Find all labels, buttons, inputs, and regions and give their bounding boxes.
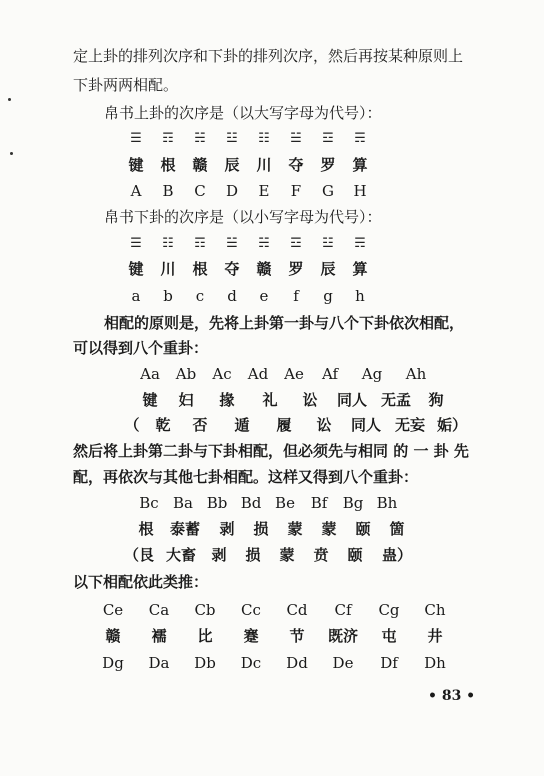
hexagram-standard-name: 否 xyxy=(192,416,208,434)
group3-codes2-row xyxy=(90,653,458,673)
trigram-code: D xyxy=(225,182,239,200)
lower-intro: 帛书下卦的次序是（以小写字母为代号）： xyxy=(104,208,382,226)
trigram-name: 夺 xyxy=(288,156,304,174)
paragraph-line: 下卦两两相配。 xyxy=(73,76,179,94)
hexagram-name: 剥 xyxy=(219,520,235,538)
hexagram-code: Ac xyxy=(212,365,232,383)
trigram-code: F xyxy=(290,182,302,200)
hexagram-name: 礼 xyxy=(262,391,278,409)
trigram-name: 赣 xyxy=(256,260,272,278)
speck-mark xyxy=(10,152,13,155)
hexagram-code: Cg xyxy=(378,601,400,619)
hexagram-standard-name: 损 xyxy=(245,546,261,564)
hexagram-name: 比 xyxy=(197,627,213,645)
trigram-code: a xyxy=(131,287,141,305)
trigram-symbol: ☵ xyxy=(194,131,206,146)
hexagram-code: Bg xyxy=(342,494,364,512)
paragraph-line: 定上卦的排列次序和下卦的排列次序，然后再按某种原则上 xyxy=(73,47,464,65)
hexagram-name: 无孟 xyxy=(380,391,411,409)
trigram-symbol: ☲ xyxy=(290,236,302,251)
group2-names-row xyxy=(132,519,414,539)
hexagram-standard-name: （艮 xyxy=(123,546,154,564)
group2-codes-row xyxy=(132,493,404,513)
trigram-code: g xyxy=(323,287,333,305)
trigram-symbol: ☷ xyxy=(258,131,270,146)
hexagram-name: 箇 xyxy=(389,520,405,538)
hexagram-code: Bb xyxy=(206,494,228,512)
paragraph-line: 配，再依次与其他七卦相配。这样又得到八个重卦： xyxy=(73,468,419,486)
hexagram-code: Be xyxy=(275,494,295,512)
hexagram-standard-name: 同人 xyxy=(350,416,381,434)
hexagram-code: Dg xyxy=(102,654,124,672)
hexagram-standard-name: 讼 xyxy=(316,416,332,434)
trigram-name: 赣 xyxy=(192,156,208,174)
trigram-code: d xyxy=(227,287,237,305)
trigram-name: 辰 xyxy=(224,156,240,174)
hexagram-code: Dc xyxy=(240,654,262,672)
hexagram-code: Ag xyxy=(361,365,383,383)
trigram-name: 川 xyxy=(160,260,176,278)
hexagram-code: Bd xyxy=(240,494,262,512)
trigram-symbol: ☱ xyxy=(226,236,238,251)
hexagram-code: Cb xyxy=(194,601,216,619)
hexagram-name: 井 xyxy=(427,627,443,645)
hexagram-code: Ad xyxy=(247,365,269,383)
hexagram-code: Bf xyxy=(310,494,328,512)
hexagram-code: Dh xyxy=(424,654,446,672)
hexagram-standard-name: 蛊） xyxy=(381,546,412,564)
hexagram-standard-name: （ xyxy=(124,416,140,434)
hexagram-name: 根 xyxy=(138,520,154,538)
hexagram-standard-name: 蒙 xyxy=(279,546,295,564)
hexagram-name: 既济 xyxy=(327,627,358,645)
hexagram-standard-name: 剥 xyxy=(211,546,227,564)
hexagram-code: Af xyxy=(321,365,339,383)
trigram-code: c xyxy=(195,287,205,305)
trigram-code: B xyxy=(162,182,174,200)
trigram-code: h xyxy=(355,287,365,305)
hexagram-name: 襦 xyxy=(151,627,167,645)
group2-standard-row xyxy=(118,545,422,565)
hexagram-code: Df xyxy=(380,654,398,672)
page-number: • 83 • xyxy=(428,688,476,704)
hexagram-standard-name: 乾 xyxy=(155,416,171,434)
group3-codes-row xyxy=(90,600,458,620)
hexagram-name: 狗 xyxy=(428,391,444,409)
trigram-name: 辰 xyxy=(320,260,336,278)
hexagram-name: 同人 xyxy=(336,391,367,409)
hexagram-code: Ae xyxy=(284,365,304,383)
trigram-name: 键 xyxy=(128,156,144,174)
trigram-code: C xyxy=(194,182,206,200)
trigram-symbol: ☴ xyxy=(354,236,366,251)
hexagram-name: 损 xyxy=(253,520,269,538)
hexagram-name: 蹇 xyxy=(243,627,259,645)
trigram-code: f xyxy=(293,287,299,305)
trigram-name: 根 xyxy=(192,260,208,278)
group1-codes-row xyxy=(132,364,436,384)
hexagram-name: 键 xyxy=(142,391,158,409)
hexagram-name: 蒙 xyxy=(321,520,337,538)
upper-names-row xyxy=(120,155,376,175)
hexagram-code: Ce xyxy=(102,601,124,619)
hexagram-code: Cc xyxy=(241,601,261,619)
hexagram-code: Ba xyxy=(173,494,193,512)
hexagram-name: 屯 xyxy=(381,627,397,645)
lower-names-row xyxy=(120,259,376,279)
trigram-code: e xyxy=(259,287,269,305)
hexagram-name: 妇 xyxy=(178,391,194,409)
trigram-code: A xyxy=(130,182,142,200)
hexagram-code: Ah xyxy=(405,365,427,383)
trigram-symbol: ☱ xyxy=(290,131,302,146)
hexagram-code: Cd xyxy=(286,601,308,619)
trigram-name: 罗 xyxy=(320,156,336,174)
trigram-symbol: ☶ xyxy=(194,236,206,251)
trigram-name: 键 xyxy=(128,260,144,278)
hexagram-standard-name: 无妄 xyxy=(394,416,425,434)
upper-symbols-row xyxy=(120,129,376,149)
hexagram-name: 节 xyxy=(289,627,305,645)
group3-names-row xyxy=(90,626,458,646)
upper-codes-row xyxy=(120,181,376,201)
hexagram-code: Ca xyxy=(148,601,170,619)
lower-codes-row xyxy=(120,286,376,306)
trigram-name: 算 xyxy=(352,260,368,278)
trigram-symbol: ☳ xyxy=(322,236,334,251)
hexagram-code: Cf xyxy=(334,601,352,619)
speck-mark xyxy=(8,98,11,101)
trigram-symbol: ☷ xyxy=(162,236,174,251)
hexagram-code: Dd xyxy=(286,654,308,672)
hexagram-code: Ch xyxy=(424,601,446,619)
hexagram-standard-name: 姤） xyxy=(436,416,467,434)
hexagram-code: Ab xyxy=(175,365,197,383)
hexagram-standard-name: 大畜 xyxy=(165,546,196,564)
trigram-code: H xyxy=(353,182,367,200)
trigram-name: 根 xyxy=(160,156,176,174)
hexagram-code: Bc xyxy=(139,494,159,512)
lower-symbols-row xyxy=(120,234,376,254)
paragraph-line: 以下相配依此类推： xyxy=(73,573,209,591)
trigram-symbol: ☳ xyxy=(226,131,238,146)
hexagram-code: Da xyxy=(148,654,170,672)
hexagram-code: Aa xyxy=(140,365,160,383)
hexagram-code: Bh xyxy=(376,494,398,512)
hexagram-name: 泰蓄 xyxy=(169,520,200,538)
trigram-symbol: ☴ xyxy=(354,131,366,146)
hexagram-standard-name: 贲 xyxy=(313,546,329,564)
hexagram-name: 蒙 xyxy=(287,520,303,538)
hexagram-name: 赣 xyxy=(105,627,121,645)
hexagram-name: 颐 xyxy=(355,520,371,538)
upper-intro: 帛书上卦的次序是（以大写字母为代号）： xyxy=(104,104,382,122)
trigram-symbol: ☰ xyxy=(130,236,142,251)
group1-standard-row xyxy=(118,415,472,435)
trigram-code: G xyxy=(322,182,334,200)
paragraph-line: 可以得到八个重卦： xyxy=(73,339,209,357)
hexagram-name: 掾 xyxy=(219,391,235,409)
trigram-name: 罗 xyxy=(288,260,304,278)
hexagram-code: Db xyxy=(194,654,216,672)
trigram-symbol: ☵ xyxy=(258,236,270,251)
trigram-name: 夺 xyxy=(224,260,240,278)
hexagram-standard-name: 颐 xyxy=(347,546,363,564)
trigram-symbol: ☲ xyxy=(322,131,334,146)
hexagram-name: 讼 xyxy=(302,391,318,409)
group1-names-row xyxy=(132,390,454,410)
trigram-name: 川 xyxy=(256,156,272,174)
trigram-name: 算 xyxy=(352,156,368,174)
paragraph-line: 相配的原则是，先将上卦第一卦与八个下卦依次相配， xyxy=(104,314,465,332)
paragraph-line: 然后将上卦第二卦与下卦相配，但必须先与相同 的 一 卦 先 xyxy=(73,442,469,460)
trigram-symbol: ☶ xyxy=(162,131,174,146)
hexagram-standard-name: 履 xyxy=(276,416,292,434)
trigram-code: E xyxy=(258,182,270,200)
hexagram-code: De xyxy=(332,654,354,672)
trigram-symbol: ☰ xyxy=(130,131,142,146)
hexagram-standard-name: 遁 xyxy=(234,416,250,434)
trigram-code: b xyxy=(163,287,173,305)
